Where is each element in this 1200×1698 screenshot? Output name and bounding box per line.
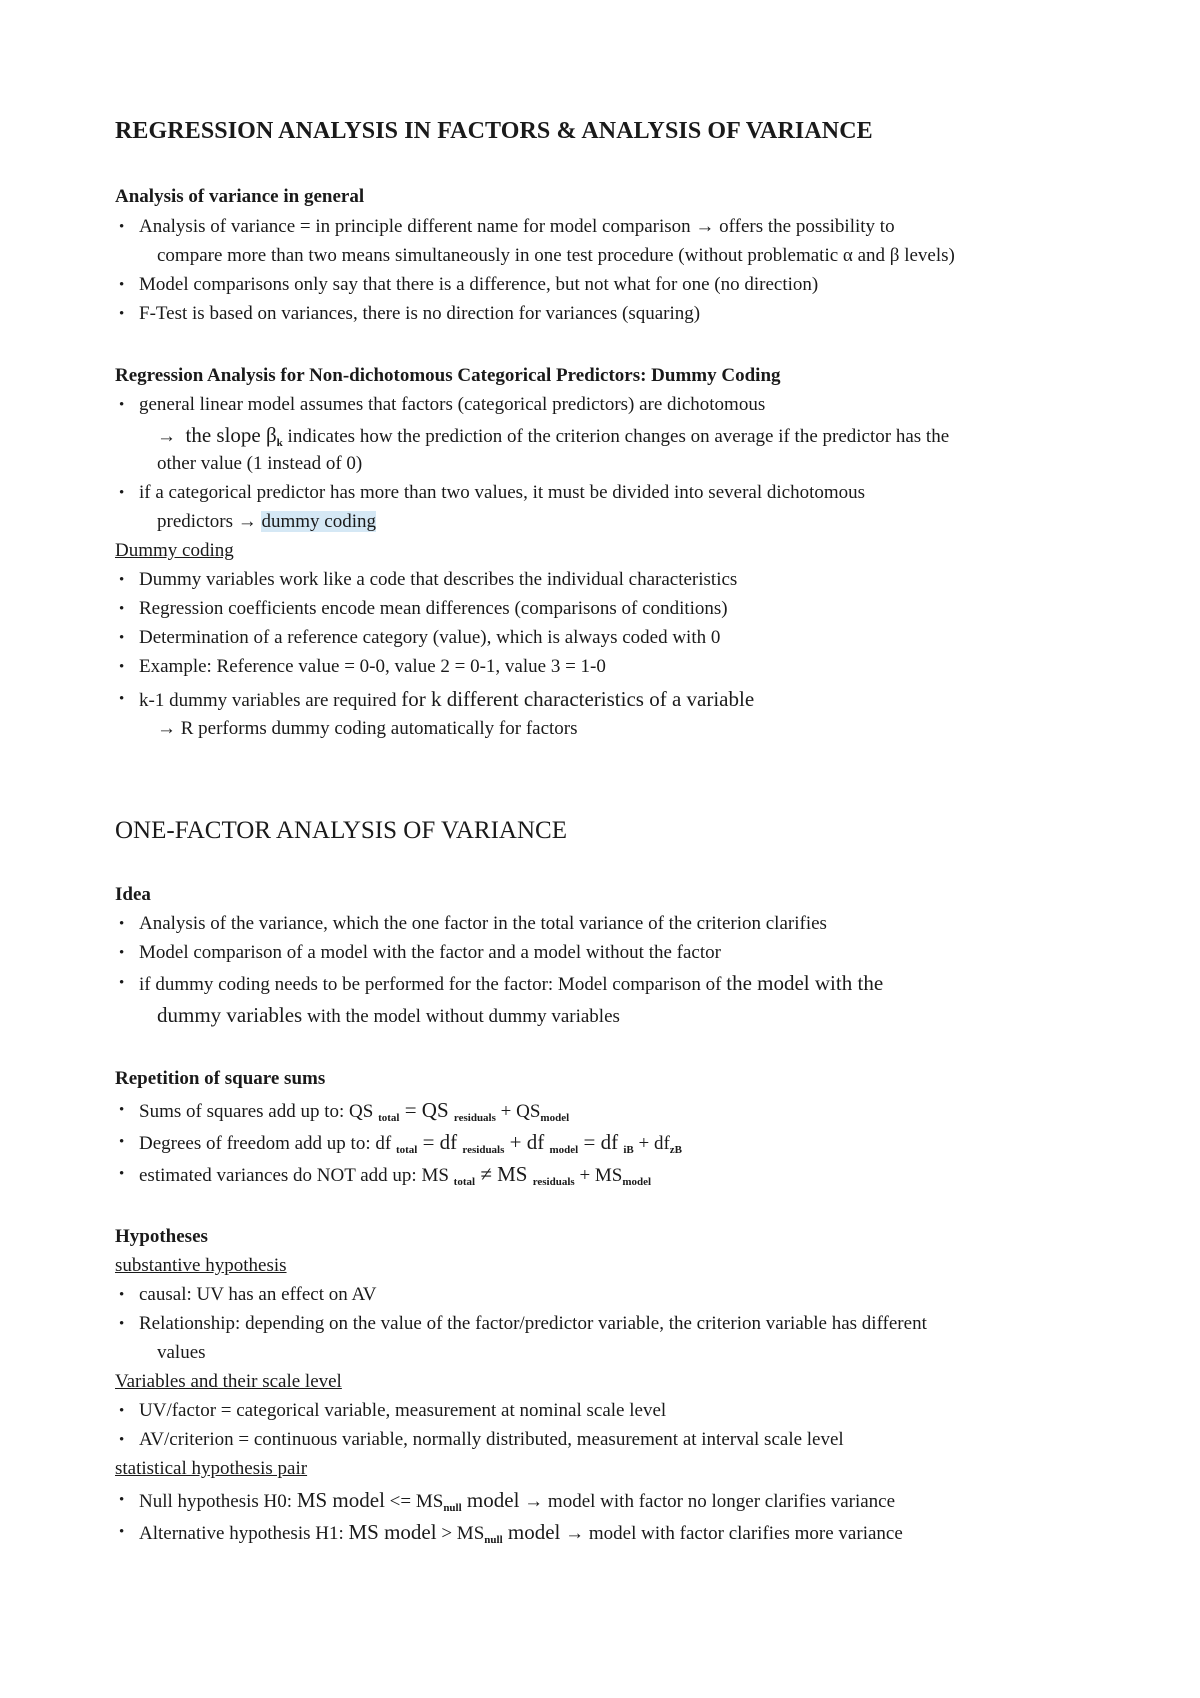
section-heading-hypotheses: Hypotheses <box>115 1226 208 1247</box>
list-item <box>139 301 700 327</box>
list-item-text: Example: Reference value = 0-0, value 2 = 0-1, value 3 = 1-0 <box>139 656 606 677</box>
list-item-text: F-Test is based on variances, there is no direction for variances (squaring) <box>139 303 701 324</box>
subscript: residuals <box>453 1112 496 1124</box>
formula-text: MS model <box>296 1488 385 1512</box>
list-item <box>139 1282 376 1308</box>
list-item-text: with the model without dummy variables <box>302 1006 620 1027</box>
list-item <box>139 1427 844 1453</box>
list-item-text: causal: UV has an effect on AV <box>139 1284 377 1305</box>
document-title: REGRESSION ANALYSIS IN FACTORS & ANALYSIS OF VARIANCE <box>115 118 873 144</box>
subscript: model <box>540 1112 570 1124</box>
list-item-text-large: for k different characteristics of a variable <box>401 687 755 711</box>
list-item-text: k-1 dummy variables are required <box>139 690 402 711</box>
list-item-text: Relationship: depending on the value of the factor/predictor variable, the criterion variable has different <box>139 1313 927 1334</box>
formula-text: Degrees of freedom add up to: df <box>139 1133 396 1154</box>
list-item <box>139 911 827 937</box>
list-item-continuation: → R performs dummy coding automatically for factors <box>157 718 578 739</box>
subscript: residuals <box>532 1176 575 1188</box>
list-item <box>139 480 865 506</box>
list-item-text: → model with factor no longer clarifies variance <box>519 1491 896 1512</box>
subscript: total <box>453 1176 476 1188</box>
list-item-text: Model comparison of a model with the factor and a model without the factor <box>139 942 721 963</box>
list-item-text: Analysis of variance = in principle different name for model comparison → offers the possibility to <box>139 216 895 237</box>
list-item-text: → model with factor clarifies more variance <box>560 1523 903 1544</box>
subscript: total <box>378 1112 400 1124</box>
list-item-text-large: the model with the <box>726 971 884 995</box>
formula-text: + df <box>633 1133 670 1154</box>
list-item <box>139 272 818 298</box>
list-item-text: if a categorical predictor has more than two values, it must be divided into several dichotomous <box>139 482 866 503</box>
formula-text: > MS <box>436 1523 485 1544</box>
list-item <box>139 214 895 240</box>
highlighted-text: dummy coding <box>261 511 377 532</box>
list-item-continuation: values <box>157 1342 206 1363</box>
list-item-continuation: compare more than two means simultaneously in one test procedure (without problematic α and β levels) <box>157 245 955 266</box>
subscript: model <box>549 1144 579 1156</box>
list-item-text: Determination of a reference category (value), which is always coded with 0 <box>139 627 721 648</box>
section-heading-dummy-coding: Regression Analysis for Non-dichotomous Categorical Predictors: Dummy Coding <box>115 365 781 386</box>
list-item-text: predictors → <box>157 511 262 532</box>
list-item-text: if dummy coding needs to be performed for the factor: Model comparison of <box>139 974 727 995</box>
formula-text: Sums of squares add up to: QS <box>139 1101 379 1122</box>
list-item-text: Analysis of the variance, which the one factor in the total variance of the criterion clarifies <box>139 913 827 934</box>
subscript: residuals <box>462 1144 505 1156</box>
arrow-icon: → <box>157 426 176 447</box>
list-item <box>139 596 728 622</box>
list-item-continuation <box>157 509 376 535</box>
list-item <box>139 654 606 680</box>
slope-text: the slope β <box>185 423 277 447</box>
list-item-continuation <box>157 422 949 448</box>
section-heading-anova-general: Analysis of variance in general <box>115 186 365 207</box>
formula-text: = df <box>578 1130 624 1154</box>
list-item <box>139 970 883 996</box>
formula-text: = QS <box>399 1098 454 1122</box>
slope-text-rest: indicates how the prediction of the criterion changes on average if the predictor has the <box>282 426 950 447</box>
subheading-substantive-hypothesis: substantive hypothesis <box>115 1255 287 1276</box>
subscript: null <box>443 1502 462 1514</box>
list-item <box>139 625 720 651</box>
list-item-text: Dummy variables work like a code that describes the individual characteristics <box>139 569 738 590</box>
formula-text: + MS <box>574 1165 623 1186</box>
list-item-text: UV/factor = categorical variable, measurement at nominal scale level <box>139 1400 667 1421</box>
subheading-variables-scale-level: Variables and their scale level <box>115 1371 342 1392</box>
list-item-text-large: dummy variables <box>157 1003 303 1027</box>
list-item <box>139 940 721 966</box>
subscript: null <box>484 1534 503 1546</box>
list-item-text: AV/criterion = continuous variable, normally distributed, measurement at interval scale level <box>139 1429 844 1450</box>
list-item-text: Alternative hypothesis H1: <box>139 1523 349 1544</box>
subscript: total <box>395 1144 418 1156</box>
subscript: iB <box>623 1144 634 1156</box>
subscript: zB <box>669 1144 683 1156</box>
list-item-text: general linear model assumes that factors (categorical predictors) are dichotomous <box>139 394 766 415</box>
formula-text: <= MS <box>384 1491 444 1512</box>
formula-text: model <box>461 1488 520 1512</box>
list-item <box>139 1161 651 1187</box>
list-item <box>139 1487 895 1513</box>
formula-text: = df <box>417 1130 463 1154</box>
list-item <box>139 1097 569 1123</box>
list-item <box>139 1311 927 1337</box>
section-heading-square-sums: Repetition of square sums <box>115 1068 326 1089</box>
section-heading-idea: Idea <box>115 884 151 905</box>
subheading-dummy-coding: Dummy coding <box>115 540 234 561</box>
list-item-text: Regression coefficients encode mean differences (comparisons of conditions) <box>139 598 728 619</box>
formula-text: estimated variances do NOT add up: MS <box>139 1165 454 1186</box>
section-title-one-factor: ONE-FACTOR ANALYSIS OF VARIANCE <box>115 817 567 844</box>
list-item-continuation: other value (1 instead of 0) <box>157 453 363 474</box>
subscript: k <box>276 437 283 449</box>
subscript: model <box>622 1176 652 1188</box>
formula-text: ≠ MS <box>475 1162 533 1186</box>
list-item <box>139 1519 903 1545</box>
formula-text: model <box>502 1520 561 1544</box>
list-item <box>139 1398 666 1424</box>
list-item-text: Null hypothesis H0: <box>139 1491 297 1512</box>
formula-text: MS model <box>348 1520 437 1544</box>
formula-text: + QS <box>495 1101 541 1122</box>
list-item <box>139 392 765 418</box>
subheading-statistical-hypothesis-pair: statistical hypothesis pair <box>115 1458 308 1479</box>
list-item <box>139 567 737 593</box>
formula-text: + df <box>504 1130 550 1154</box>
list-item-continuation <box>157 1002 620 1028</box>
list-item <box>139 1129 682 1155</box>
list-item <box>139 686 754 712</box>
list-item-text: Model comparisons only say that there is a difference, but not what for one (no direction) <box>139 274 819 295</box>
